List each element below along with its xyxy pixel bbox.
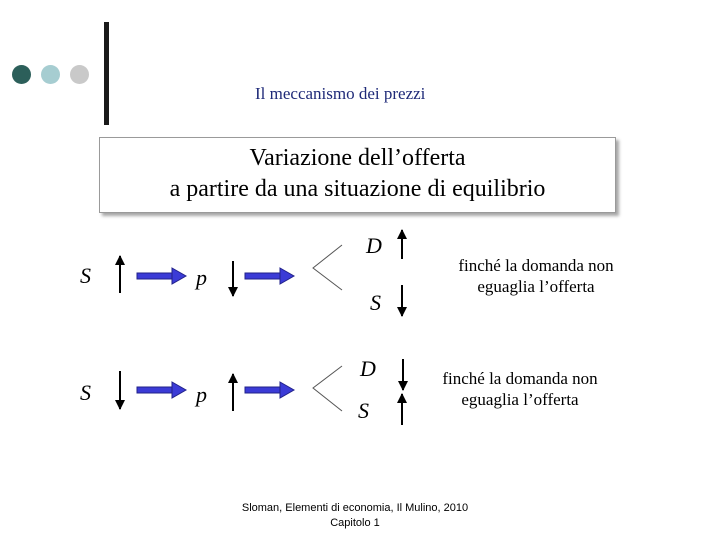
row2-note-line2: eguaglia l’offerta [461, 390, 579, 409]
row2-blue-arrow-2 [245, 382, 294, 398]
row1-branch-bracket [313, 245, 342, 290]
row1-blue-arrow-2 [245, 268, 294, 284]
title-line-2: a partire da una situazione di equilibrio [169, 176, 546, 202]
row2-demand-symbol: D [360, 356, 376, 381]
row1-blue-arrow-1 [137, 268, 186, 284]
row2-branch-bracket [313, 366, 342, 411]
row1-note-line2: eguaglia l’offerta [477, 277, 595, 296]
row1-demand-symbol: D [366, 233, 382, 258]
row1-supply-qty-symbol: S [370, 290, 381, 315]
row1-note-line1: finché la domanda non [458, 256, 614, 275]
row2-supply-qty-symbol: S [358, 398, 369, 423]
row1-price-symbol: p [196, 265, 207, 290]
row2-blue-arrow-1 [137, 382, 186, 398]
row2-price-symbol: p [196, 382, 207, 407]
title-line-1: Variazione dell’offerta [249, 145, 466, 171]
row2-supply-symbol: S [80, 380, 91, 405]
footer-citation: Sloman, Elementi di economia, Il Mulino, 2010 [241, 502, 469, 514]
row2-note-line1: finché la domanda non [442, 369, 598, 388]
slide-header: Il meccanismo dei prezzi [255, 84, 426, 103]
footer-chapter: Capitolo 1 [330, 517, 380, 529]
row1-supply-symbol: S [80, 263, 91, 288]
